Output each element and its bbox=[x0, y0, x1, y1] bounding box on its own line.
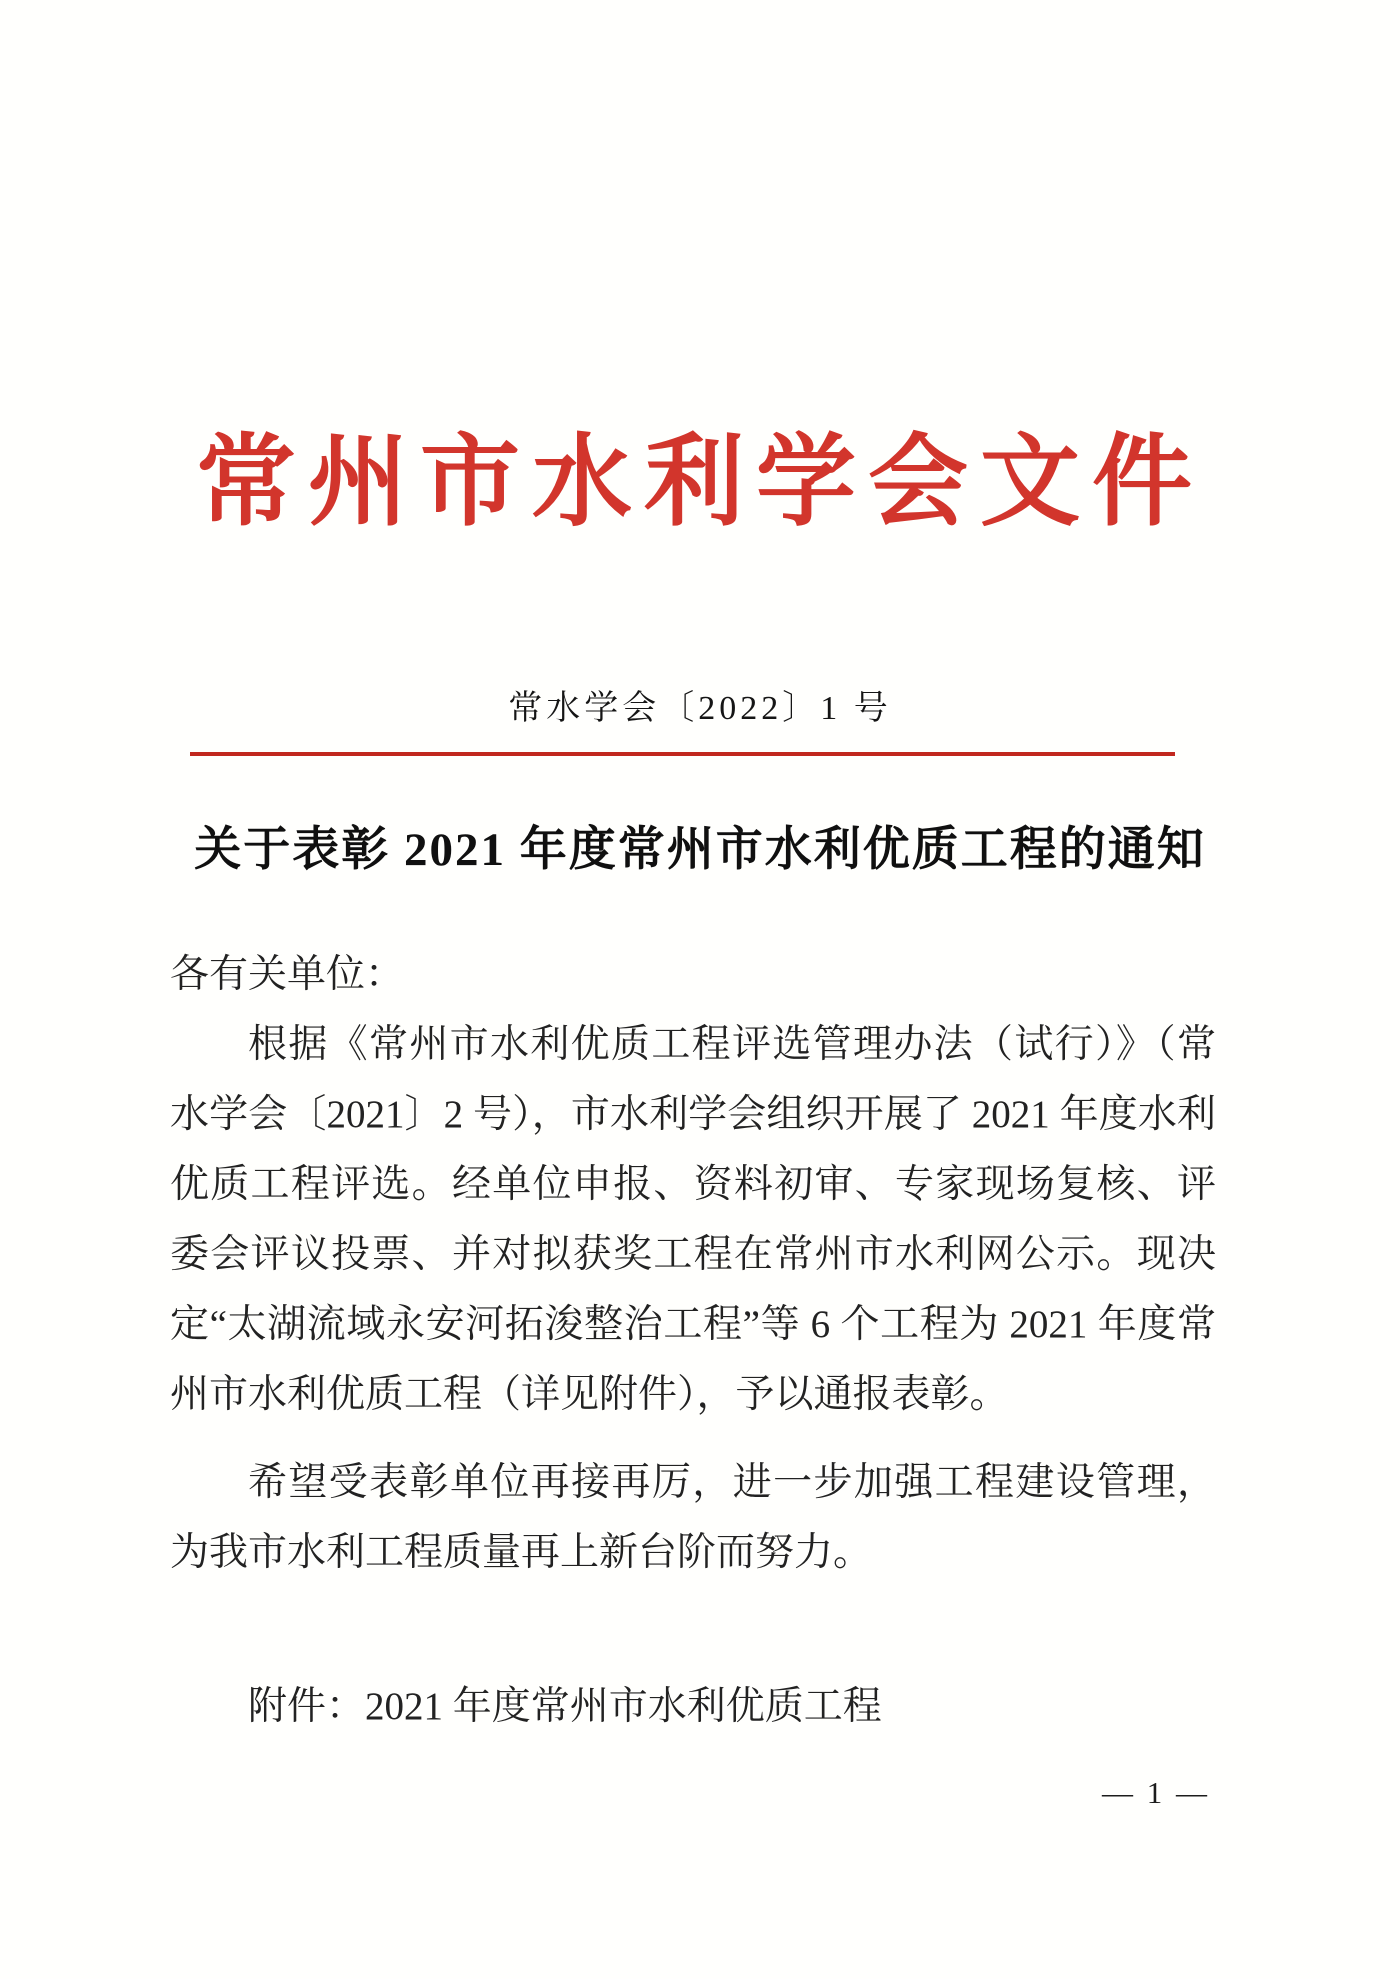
doc-number: 常水学会〔2022〕1 号 bbox=[508, 690, 892, 727]
attachment-line: 附件：2021 年度常州市水利优质工程 bbox=[248, 1685, 882, 1728]
letterhead-rule bbox=[190, 752, 1175, 756]
page-number: — 1 — bbox=[1102, 1775, 1210, 1810]
salutation: 各有关单位： bbox=[170, 953, 405, 996]
body-paragraph: 希望受表彰单位再接再厉，进一步加强工程建设管理，为我市水利工程质量再上新台阶而努力。 bbox=[170, 1461, 1216, 1574]
letterhead-title: 常州市水利学会文件 bbox=[196, 427, 1204, 538]
document-body bbox=[170, 940, 1216, 1742]
body-paragraph: 根据《常州市水利优质工程评选管理办法（试行）》（常水学会〔2021〕2 号），市水利学会组织开展了 2021 年度水利优质工程评选。经单位申报、资料初审、专家现场复核、评委会评议投票、并对拟获奖工程在常州市水利网公示。现决定“太湖流域永安河拓浚整治工程”等 6 个工程为 2021 年度常州市水利优质工程（详见附件），予以通报表彰。 bbox=[170, 1023, 1216, 1416]
notice-heading: 关于表彰 2021 年度常州市水利优质工程的通知 bbox=[194, 824, 1206, 876]
